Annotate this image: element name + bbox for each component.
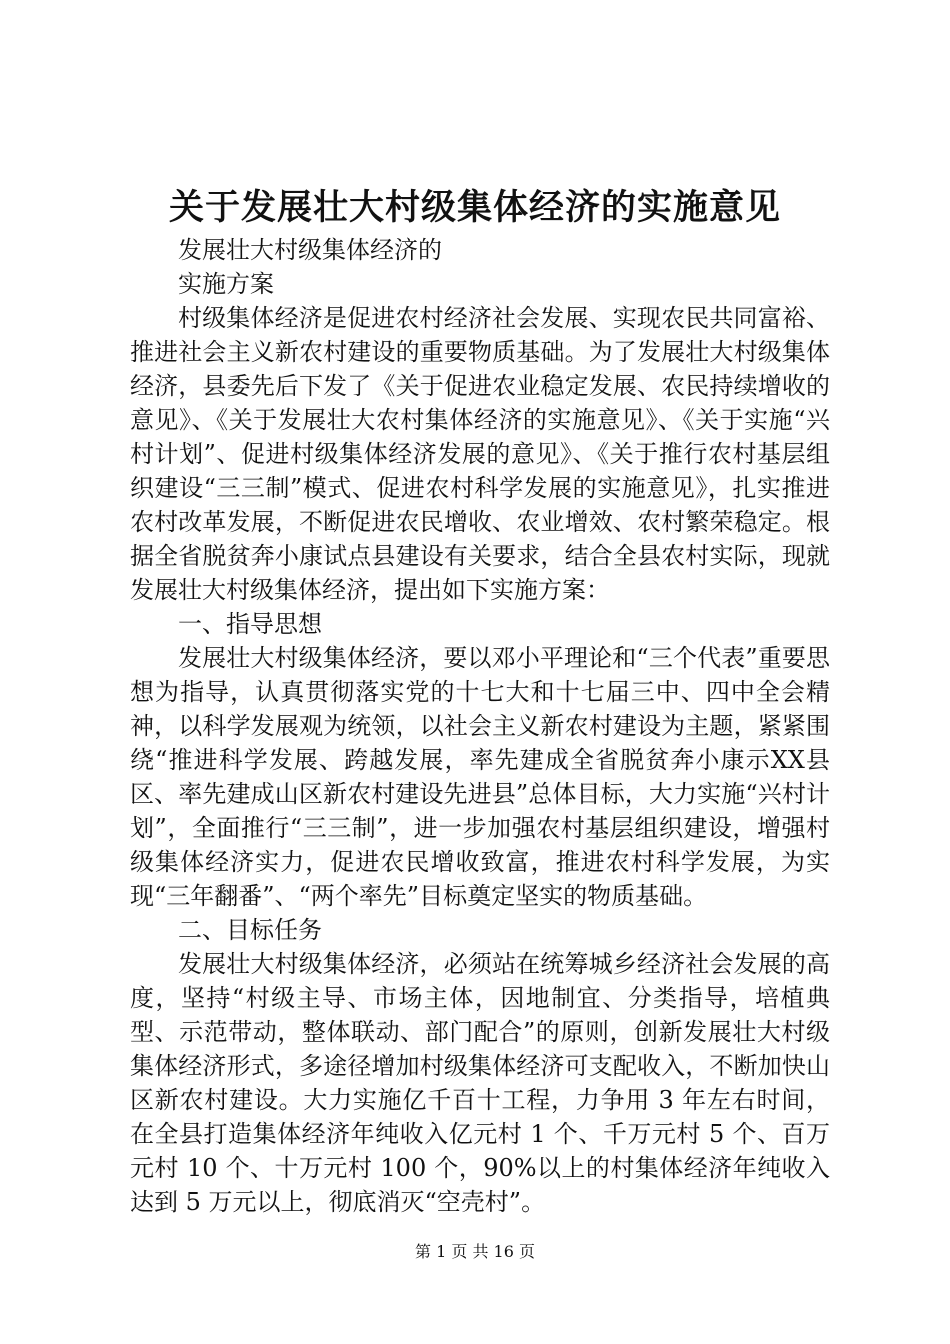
document-title: 关于发展壮大村级集体经济的实施意见	[168, 187, 781, 228]
section-2-heading: 二、目标任务	[178, 916, 322, 944]
section-1-heading: 一、指导思想	[178, 610, 322, 638]
intro-paragraph: 村级集体经济是促进农村经济社会发展、实现农民共同富裕、推进社会主义新农村建设的重要物质基础。为了发展壮大村级集体经济，县委先后下发了《关于促进农业稳定发展、农民持续增收的意见》、《关于发展壮大农村集体经济的实施意见》、《关于实施“兴村计划”、促进村级集体经济发展的意见》、《关于推行农村基层组织建设“三三制”模式、促进农村科学发展的实施意见》，扎实推进农村改革发展，不断促进农民增收、农业增效、农村繁荣稳定。根据全省脱贫奔小康试点县建设有关要求，结合全县农村实际，现就发展壮大村级集体经济，提出如下实施方案：	[130, 304, 830, 604]
subtitle-line-1: 发展壮大村级集体经济的	[178, 236, 442, 264]
section-1-paragraph: 发展壮大村级集体经济，要以邓小平理论和“三个代表”重要思想为指导，认真贯彻落实党的十七大和十七届三中、四中全会精神，以科学发展观为统领，以社会主义新农村建设为主题，紧紧围绕“推进科学发展、跨越发展，率先建成全省脱贫奔小康示XX县区、率先建成山区新农村建设先进县”总体目标，大力实施“兴村计划”，全面推行“三三制”，进一步加强农村基层组织建设，增强村级集体经济实力，促进农民增收致富，推进农村科学发展，为实现“三年翻番”、“两个率先”目标奠定坚实的物质基础。	[130, 644, 830, 910]
document-body	[130, 233, 830, 1219]
subtitle-line-2: 实施方案	[178, 270, 274, 298]
page-number-footer: 第 1 页 共 16 页	[415, 1242, 535, 1261]
section-2-paragraph: 发展壮大村级集体经济，必须站在统筹城乡经济社会发展的高度，坚持“村级主导、市场主体，因地制宜、分类指导，培植典型、示范带动，整体联动、部门配合”的原则，创新发展壮大村级集体经济形式，多途径增加村级集体经济可支配收入，不断加快山区新农村建设。大力实施亿千百十工程，力争用 3 年左右时间，在全县打造集体经济年纯收入亿元村 1 个、千万元村 5 个、百万元村 10 个、十万元村 100 个，90%以上的村集体经济年纯收入达到 5 万元以上，彻底消灭“空壳村”。	[130, 950, 830, 1216]
